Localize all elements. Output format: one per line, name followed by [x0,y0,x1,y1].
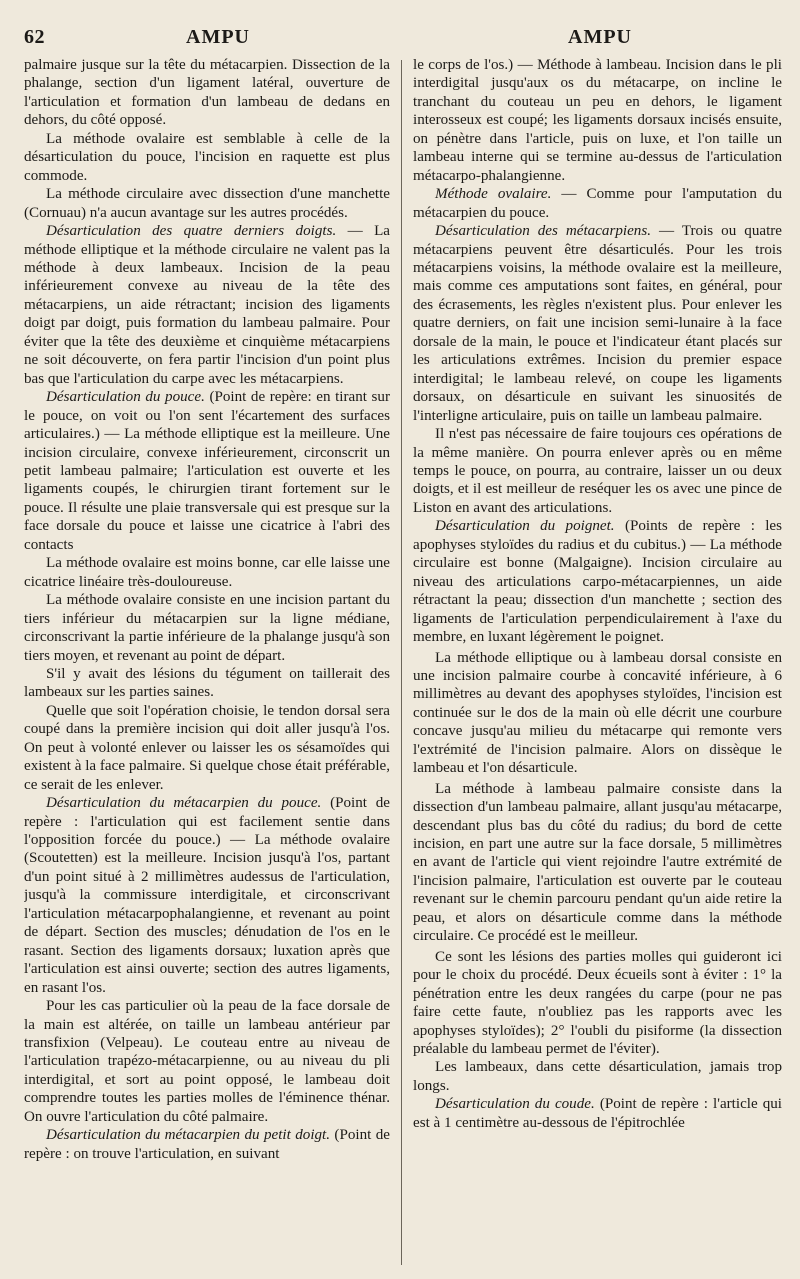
paragraph: La méthode circulaire avec dissection d'une manchette (Cornuau) n'a aucun avantage sur les autres procédés. [24,186,390,221]
paragraph: La méthode ovalaire est semblable à celle de la désarticulation du pouce, l'incision en raquette est plus commode. [24,130,390,184]
paragraph [24,794,390,997]
paragraph: palmaire jusque sur la tête du métacarpien. Dissection de la phalange, section d'un ligament latéral, ouverture de l'articulation et formation d'un lambeau de dedans en dehors, du côté opposé. [24,57,390,129]
paragraph: Pour les cas particulier où la peau de la face dorsale de la main est altérée, on taille un lambeau antérieur par transfixion (Velpeau). Le couteau entre au niveau de l'articulation trapézo-métacarpienne, ou au niveau du pli interdigital, et sort au point opposé, le lambeau doit comprendre toutes les parties molles de l'éminence thénar. On ouvre l'articulation du côté palmaire. [24,998,390,1125]
paragraph [413,222,782,425]
running-head-left: AMPU [186,26,250,48]
page-header [0,26,800,54]
paragraph: S'il y avait des lésions du tégument on taillerait des lambeaux sur les parties saines. [24,665,390,701]
paragraph [413,1095,782,1132]
paragraph-text: (Point de repère : l'articulation qui est facilement sentie dans l'opposition forcée du pouce.) — La méthode ovalaire (Scoutetten) est la meilleure. Incision jusqu'à l'os, partant d'un point situé à 2 millimètres audessus de l'articulation, jusqu'à la commissure interdigitale, et circonscrivant l'articulation métacarpophalangienne, et revenant au point de départ. Section des muscles; dénudation de l'os en le rasant. Section des ligaments dorsaux; luxation après que l'articulation est ainsi ouverte; section des autres ligaments, en rasant l'os. [24,795,390,996]
paragraph: La méthode à lambeau palmaire consiste dans la dissection d'un lambeau palmaire, allant jusqu'au métacarpe, descendant plus bas du côté du radius; du bord de cette incision, en part une autre sur la face dorsale, 5 millimètres en avant de l'article qui vient rejoindre l'autre extrémité de l'incision palmaire, l'articulation est ouverte par le couteau revenant sur le chemin parcouru pendant qu'un aide retire la peau, et alors on désarticule comme dans la méthode circulaire. Ce procédé est le meilleur. [413,780,782,945]
column-divider [401,60,402,1265]
paragraph-text: (Points de repère : les apophyses styloïdes du radius et du cubitus.) — La méthode circulaire est bonne (Malgaigne). Incision circulaire au niveau des articulations carpo-métacarpiennes, un aide rétractant la peau; dissection d'un manchette ; section des ligaments de l'articulation perpendiculairement à l'axe du membre, en luxant légèrement le poignet. [413,518,782,646]
paragraph-text: — Trois ou quatre métacarpiens peuvent être désarticulés. Pour les trois métacarpiens voisins, la méthode ovalaire est la meilleure, mais comme ces amputations sont faites, en général, pour des écrasements, les règles n'existent plus. Pour enlever les quatre derniers, on fait une incision semi-lunaire à la face dorsale de la main, le pouce et l'indicateur étant placés sur les articulations extrêmes. Incision du premier espace interdigital; le lambeau relevé, on coupe les ligaments dorsaux, on désarticule en suivant les sinuosités de l'interligne articulaire, puis on taille un lambeau palmaire. [413,223,782,424]
paragraph-text: (Point de repère : l'article qui est à 1 centimètre au-dessous de l'épitrochlée [413,1096,782,1131]
section-title: Méthode ovalaire. [435,186,552,203]
paragraph: Les lambeaux, dans cette désarticulation, jamais trop longs. [413,1059,782,1094]
paragraph [24,222,390,388]
left-column [24,56,390,1266]
paragraph: La méthode ovalaire est moins bonne, car elle laisse une cicatrice linéaire très-douloureuse. [24,555,390,590]
section-title: Désarticulation du métacarpien du petit doigt. [46,1127,331,1144]
section-title: Désarticulation du poignet. [435,518,615,535]
paragraph-text: (Point de repère: en tirant sur le pouce, on voit ou l'on sent l'écartement des surfaces articulaires.) — La méthode elliptique est la meilleure. Une incision circulaire, convexe inférieurement, circonscrit un petit lambeau palmaire; l'articulation est ouverte et les ligaments coupés, le chirurgien tirant fortement sur le pouce. Il résulte une plaie transversale qui est presque sur la face dorsale du pouce et laisse une cicatrice à l'abri des contacts [24,389,390,553]
paragraph: Il n'est pas nécessaire de faire toujours ces opérations de la même manière. On pourra enlever après ou en même temps le pouce, on pourra, au contraire, laisser un ou deux doigts, et il est meilleur de reséquer les os avec une pince de Liston en avant des articulations. [413,426,782,516]
section-title: Désarticulation des quatre derniers doigts. [46,223,337,240]
paragraph: le corps de l'os.) — Méthode à lambeau. Incision dans le pli interdigital jusqu'aux os du métacarpe, on incline le tranchant du couteau un peu en dehors, le ligament interosseux est coupé; les ligaments dorsaux incisés ensuite, on pénètre dans l'article, puis on luxe, et l'on taille un lambeau interne qui se termine au-dessus de l'articulation métacarpo-phalangienne. [413,57,782,184]
section-title: Désarticulation du pouce. [46,389,205,406]
section-title: Désarticulation du métacarpien du pouce. [46,795,322,812]
paragraph: La méthode ovalaire consiste en une incision partant du tiers inférieur du métacarpien sur la ligne médiane, circonscrivant la partie inférieure de la phalange jusqu'à son tiers moyen, et revenant au point de départ. [24,592,390,664]
paragraph: Ce sont les lésions des parties molles qui guideront ici pour le choix du procédé. Deux écueils sont à éviter : 1° la pénétration entre les deux rangées du carpe (pour ne pas faire cette faute, n'oubliez pas les rapports avec les apophyses styloïdes); 2° l'oubli du pisiforme (la dissection préalable du lambeau permet de l'éviter). [413,948,782,1058]
right-column [413,56,782,1266]
paragraph [413,517,782,646]
paragraph-text: — Comme pour l'amputation du métacarpien du pouce. [413,186,782,221]
running-head-right: AMPU [568,26,632,48]
paragraph: La méthode elliptique ou à lambeau dorsal consiste en une incision palmaire courbe à concavité inférieure, à 6 millimètres au devant des apophyses styloïdes, l'incision est continuée sur le dos de la main où elle décrit une courbure concave jusqu'au milieu du métacarpe qui remonte vers l'extrémité de l'incision palmaire. Alors on dissèque le lambeau et l'on désarticule. [413,649,782,777]
paragraph: Quelle que soit l'opération choisie, le tendon dorsal sera coupé dans la première incision qui doit aller jusqu'à l'os. On peut à volonté enlever ou laisser les os sésamoïdes qui existent à la face palmaire. Si quelque chose était préférable, ce serait de les enlever. [24,702,390,793]
paragraph-text: (Point de repère : on trouve l'articulation, en suivant [24,1127,390,1162]
section-title: Désarticulation du coude. [435,1096,595,1113]
paragraph [24,388,390,554]
paragraph-text: — La méthode elliptique et la méthode circulaire ne valent pas la méthode à deux lambeaux. Incision de la peau inférieurement convexe au niveau de la tête des métacarpiens, un aide rétractant; incision des ligaments doigt par doigt, puis formation du lambeau palmaire. Pour éviter que la tête des deuxième et cinquième métacarpiens ne soit découverte, on fera partir l'incision d'un point plus bas que l'articulation du carpe avec les métacarpiens. [24,223,390,387]
section-title: Désarticulation des métacarpiens. [435,223,651,240]
paragraph [24,1126,390,1163]
page-number: 62 [24,26,45,48]
paragraph [413,185,782,222]
